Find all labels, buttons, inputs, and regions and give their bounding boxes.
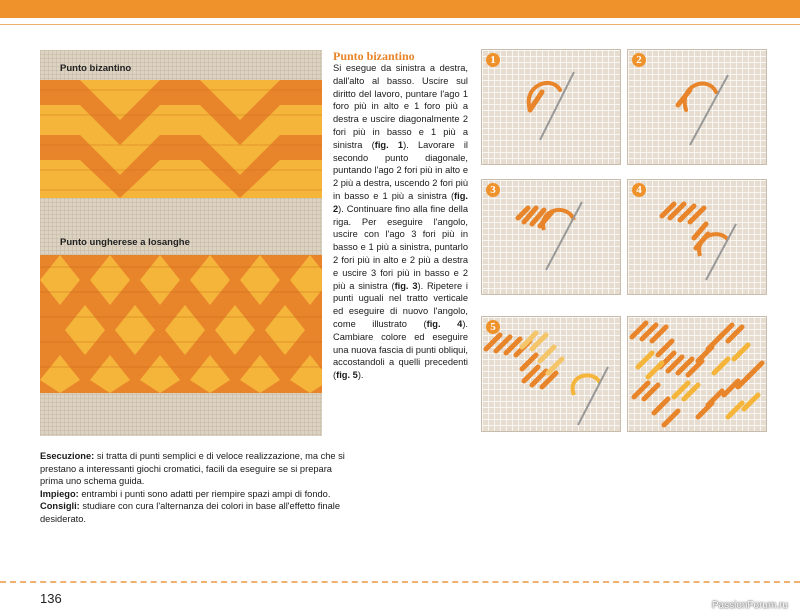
fig-ref-4: fig. 4 (426, 318, 463, 329)
tips-text: studiare con cura l'alternanza dei colori in base all'effetto finale desiderato. (40, 501, 341, 524)
stitch-sample-photo (40, 50, 322, 436)
figure-number-badge: 4 (632, 183, 646, 197)
page-number: 136 (40, 591, 62, 606)
usage-text: entrambi i punti sono adatti per riempire spazi ampi di fondo. (78, 488, 331, 499)
diagram-fig-3 (481, 179, 621, 295)
instructions-text: Si esegue da sinistra a destra, dall'alto al basso. Uscire sul diritto del lavoro, puntare l'ago 1 foro più in alto e 1 foro più a destra e uscire diagonalmente 2 fori più in basso e 1 più a sinistra (fig. 1). Lavorare il secondo punto diagonale, puntando l'ago 2 fori più in alto e 2 più a destra, uscendo 2 fori più in basso e 1 più a sinistra (fig. 2). Continuare fino alla fine della riga. Per eseguire l'angolo, uscire con l'ago 3 fori più in basso e 1 più a sinistra, puntarlo 2 fori più in alto e 2 più a destra e uscire 3 fori più in basso e 2 più a sinistra (fig. 3). Ripetere i punti uguali nel tratto verticale ed eseguire di nuovo l'angolo, come illustrato (fig. 4). Cambiare colore ed eseguire una nuova fascia di punti obliqui, accostandoli a quelli precedenti (fig. 5). (333, 63, 468, 381)
fig-ref-1: fig. 1 (374, 139, 404, 150)
fig-ref-5: fig. 5 (336, 370, 358, 381)
figure-number-badge: 5 (486, 320, 500, 334)
usage-paragraph (40, 488, 352, 501)
section-title: Punto bizantino (333, 49, 415, 63)
bottom-divider (0, 581, 800, 583)
figure-number-badge: 3 (486, 183, 500, 197)
diagram-fig-2 (627, 49, 767, 165)
stitch-notes (40, 450, 352, 526)
diagram-fig-1 (481, 49, 621, 165)
top-divider (0, 24, 800, 25)
watermark: PassionForum.ru (711, 600, 788, 611)
figure-number-badge: 2 (632, 53, 646, 67)
diagram-fig-4 (627, 179, 767, 295)
label-byzantine-stitch: Punto bizantino (60, 63, 132, 74)
execution-label: Esecuzione: (40, 451, 95, 461)
diagram-finished-pattern (627, 316, 767, 432)
top-color-band (0, 0, 800, 18)
diagram-fig-5 (481, 316, 621, 432)
usage-label: Impiego: (40, 488, 79, 499)
tips-label: Consigli: (40, 501, 80, 512)
fig-ref-3: fig. 3 (394, 280, 418, 291)
fig-ref-2: fig. 2 (333, 190, 468, 214)
label-hungarian-stitch: Punto ungherese a losanghe (60, 237, 190, 248)
execution-text: si tratta di punti semplici e di veloce realizzazione, ma che si prestano a interessanti giochi cromatici, facili da eseguire se si prepara prima uno schema guida. (40, 451, 345, 487)
execution-paragraph (40, 450, 352, 488)
tips-paragraph (40, 500, 352, 525)
figure-number-badge: 1 (486, 53, 500, 67)
